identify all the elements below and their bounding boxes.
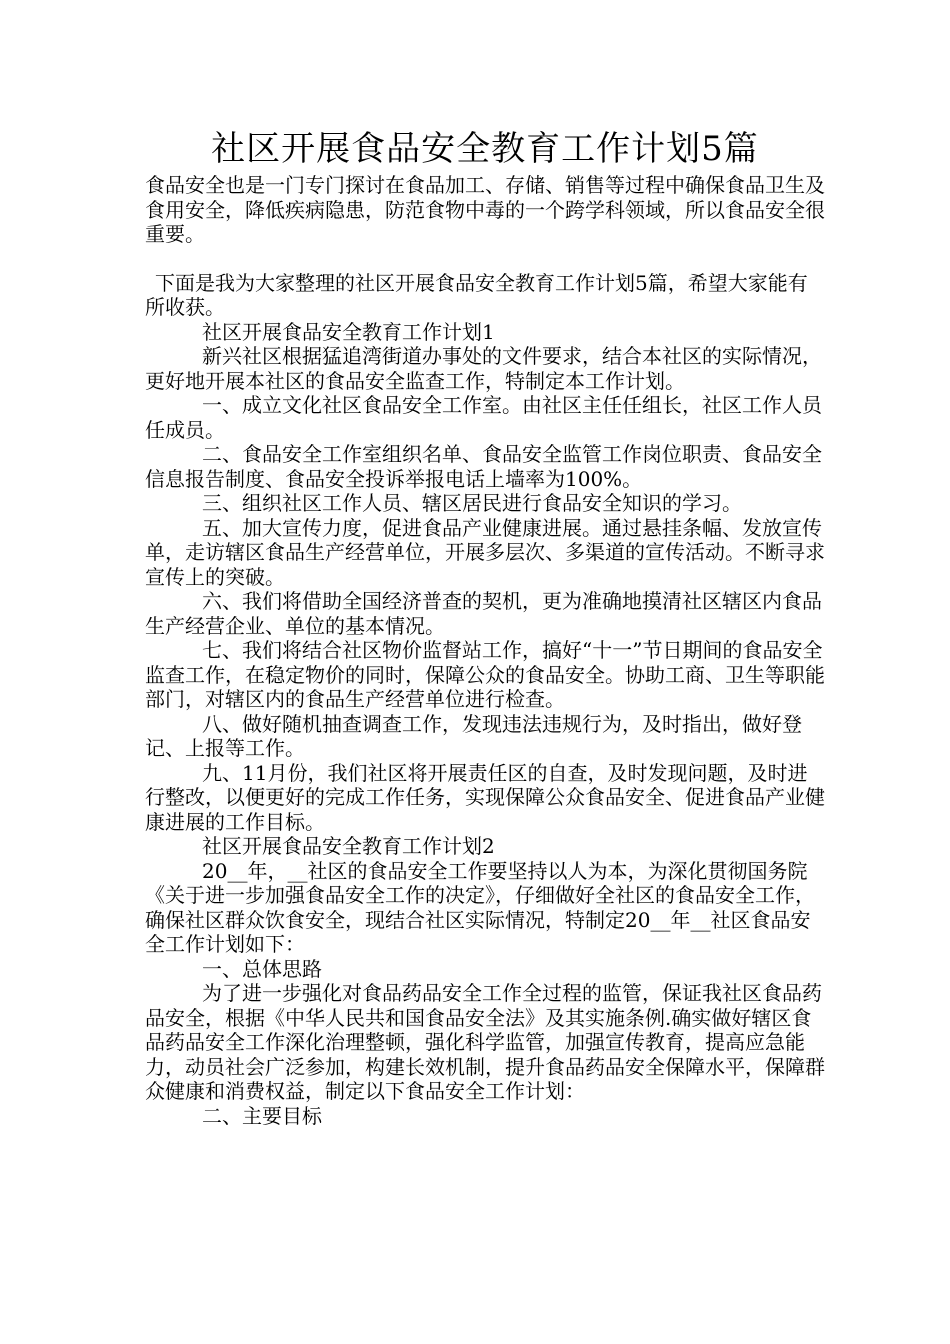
plan1-paragraph: 九、11月份，我们社区将开展责任区的自查，及时发现问题，及时进行整改，以便更好的完成工作任务，实现保障公众食品安全、促进食品产业健康进展的工作目标。 xyxy=(145,760,825,834)
plan2-paragraph: 为了进一步强化对食品药品安全工作全过程的监管，保证我社区食品药品安全，根据《中华人民共和国食品安全法》及其实施条例.确实做好辖区食品药品安全工作深化治理整顿，强化科学监管，加强宣传教育，提高应急能力，动员社会广泛参加，构建长效机制，提升食品药品安全保障水平，保障群众健康和消费权益，制定以下食品安全工作计划： xyxy=(145,981,825,1103)
plan1-paragraph: 八、做好随机抽查调查工作，发现违法违规行为，及时指出，做好登记、上报等工作。 xyxy=(145,711,802,760)
lead-paragraph: 下面是我为大家整理的社区开展食品安全教育工作计划5篇，希望大家能有所收获。 xyxy=(145,270,808,319)
document-page xyxy=(145,125,825,1128)
plan2-paragraph: 20__年，__社区的食品安全工作要坚持以人为本，为深化贯彻国务院《关于进一步加强食品安全工作的决定》，仔细做好全社区的食品安全工作，确保社区群众饮食安全，现结合社区实际情况，特制定20__年__社区食品安全工作计划如下： xyxy=(145,858,815,956)
plan1-paragraph: 一、成立文化社区食品安全工作室。由社区主任任组长，社区工作人员任成员。 xyxy=(145,393,822,442)
plan1-paragraph: 新兴社区根据猛追湾街道办事处的文件要求，结合本社区的实际情况，更好地开展本社区的食品安全监查工作，特制定本工作计划。 xyxy=(145,344,822,393)
plan1-paragraph: 五、加大宣传力度，促进食品产业健康进展。通过悬挂条幅、发放宣传单，走访辖区食品生产经营单位，开展多层次、多渠道的宣传活动。不断寻求宣传上的突破。 xyxy=(145,515,825,589)
document-title: 社区开展食品安全教育工作计划5篇 xyxy=(211,129,759,169)
plan1-paragraph: 三、组织社区工作人员、辖区居民进行食品安全知识的学习。 xyxy=(202,491,742,515)
plan2-section-heading: 一、总体思路 xyxy=(202,956,322,981)
plan1-paragraph: 二、食品安全工作室组织名单、食品安全监管工作岗位职责、食品安全信息报告制度、食品安全投诉举报电话上墙率为100%。 xyxy=(145,442,822,491)
plan1-paragraph: 七、我们将结合社区物价监督站工作，搞好“十一”节日期间的食品安全监查工作，在稳定物价的同时，保障公众的食品安全。协助工商、卫生等职能部门，对辖区内的食品生产经营单位进行检查。 xyxy=(145,638,825,711)
plan1-paragraph: 六、我们将借助全国经济普查的契机，更为准确地摸清社区辖区内食品生产经营企业、单位的基本情况。 xyxy=(145,589,822,638)
plan2-heading: 社区开展食品安全教育工作计划2 xyxy=(202,834,495,858)
intro-paragraph: 食品安全也是一门专门探讨在食品加工、存储、销售等过程中确保食品卫生及食用安全，降低疾病隐患，防范食物中毒的一个跨学科领域，所以食品安全很重要。 xyxy=(145,173,825,246)
plan1-heading: 社区开展食品安全教育工作计划1 xyxy=(202,319,495,344)
paragraph-gap xyxy=(145,247,825,271)
plan2-section-heading: 二、主要目标 xyxy=(202,1103,322,1128)
